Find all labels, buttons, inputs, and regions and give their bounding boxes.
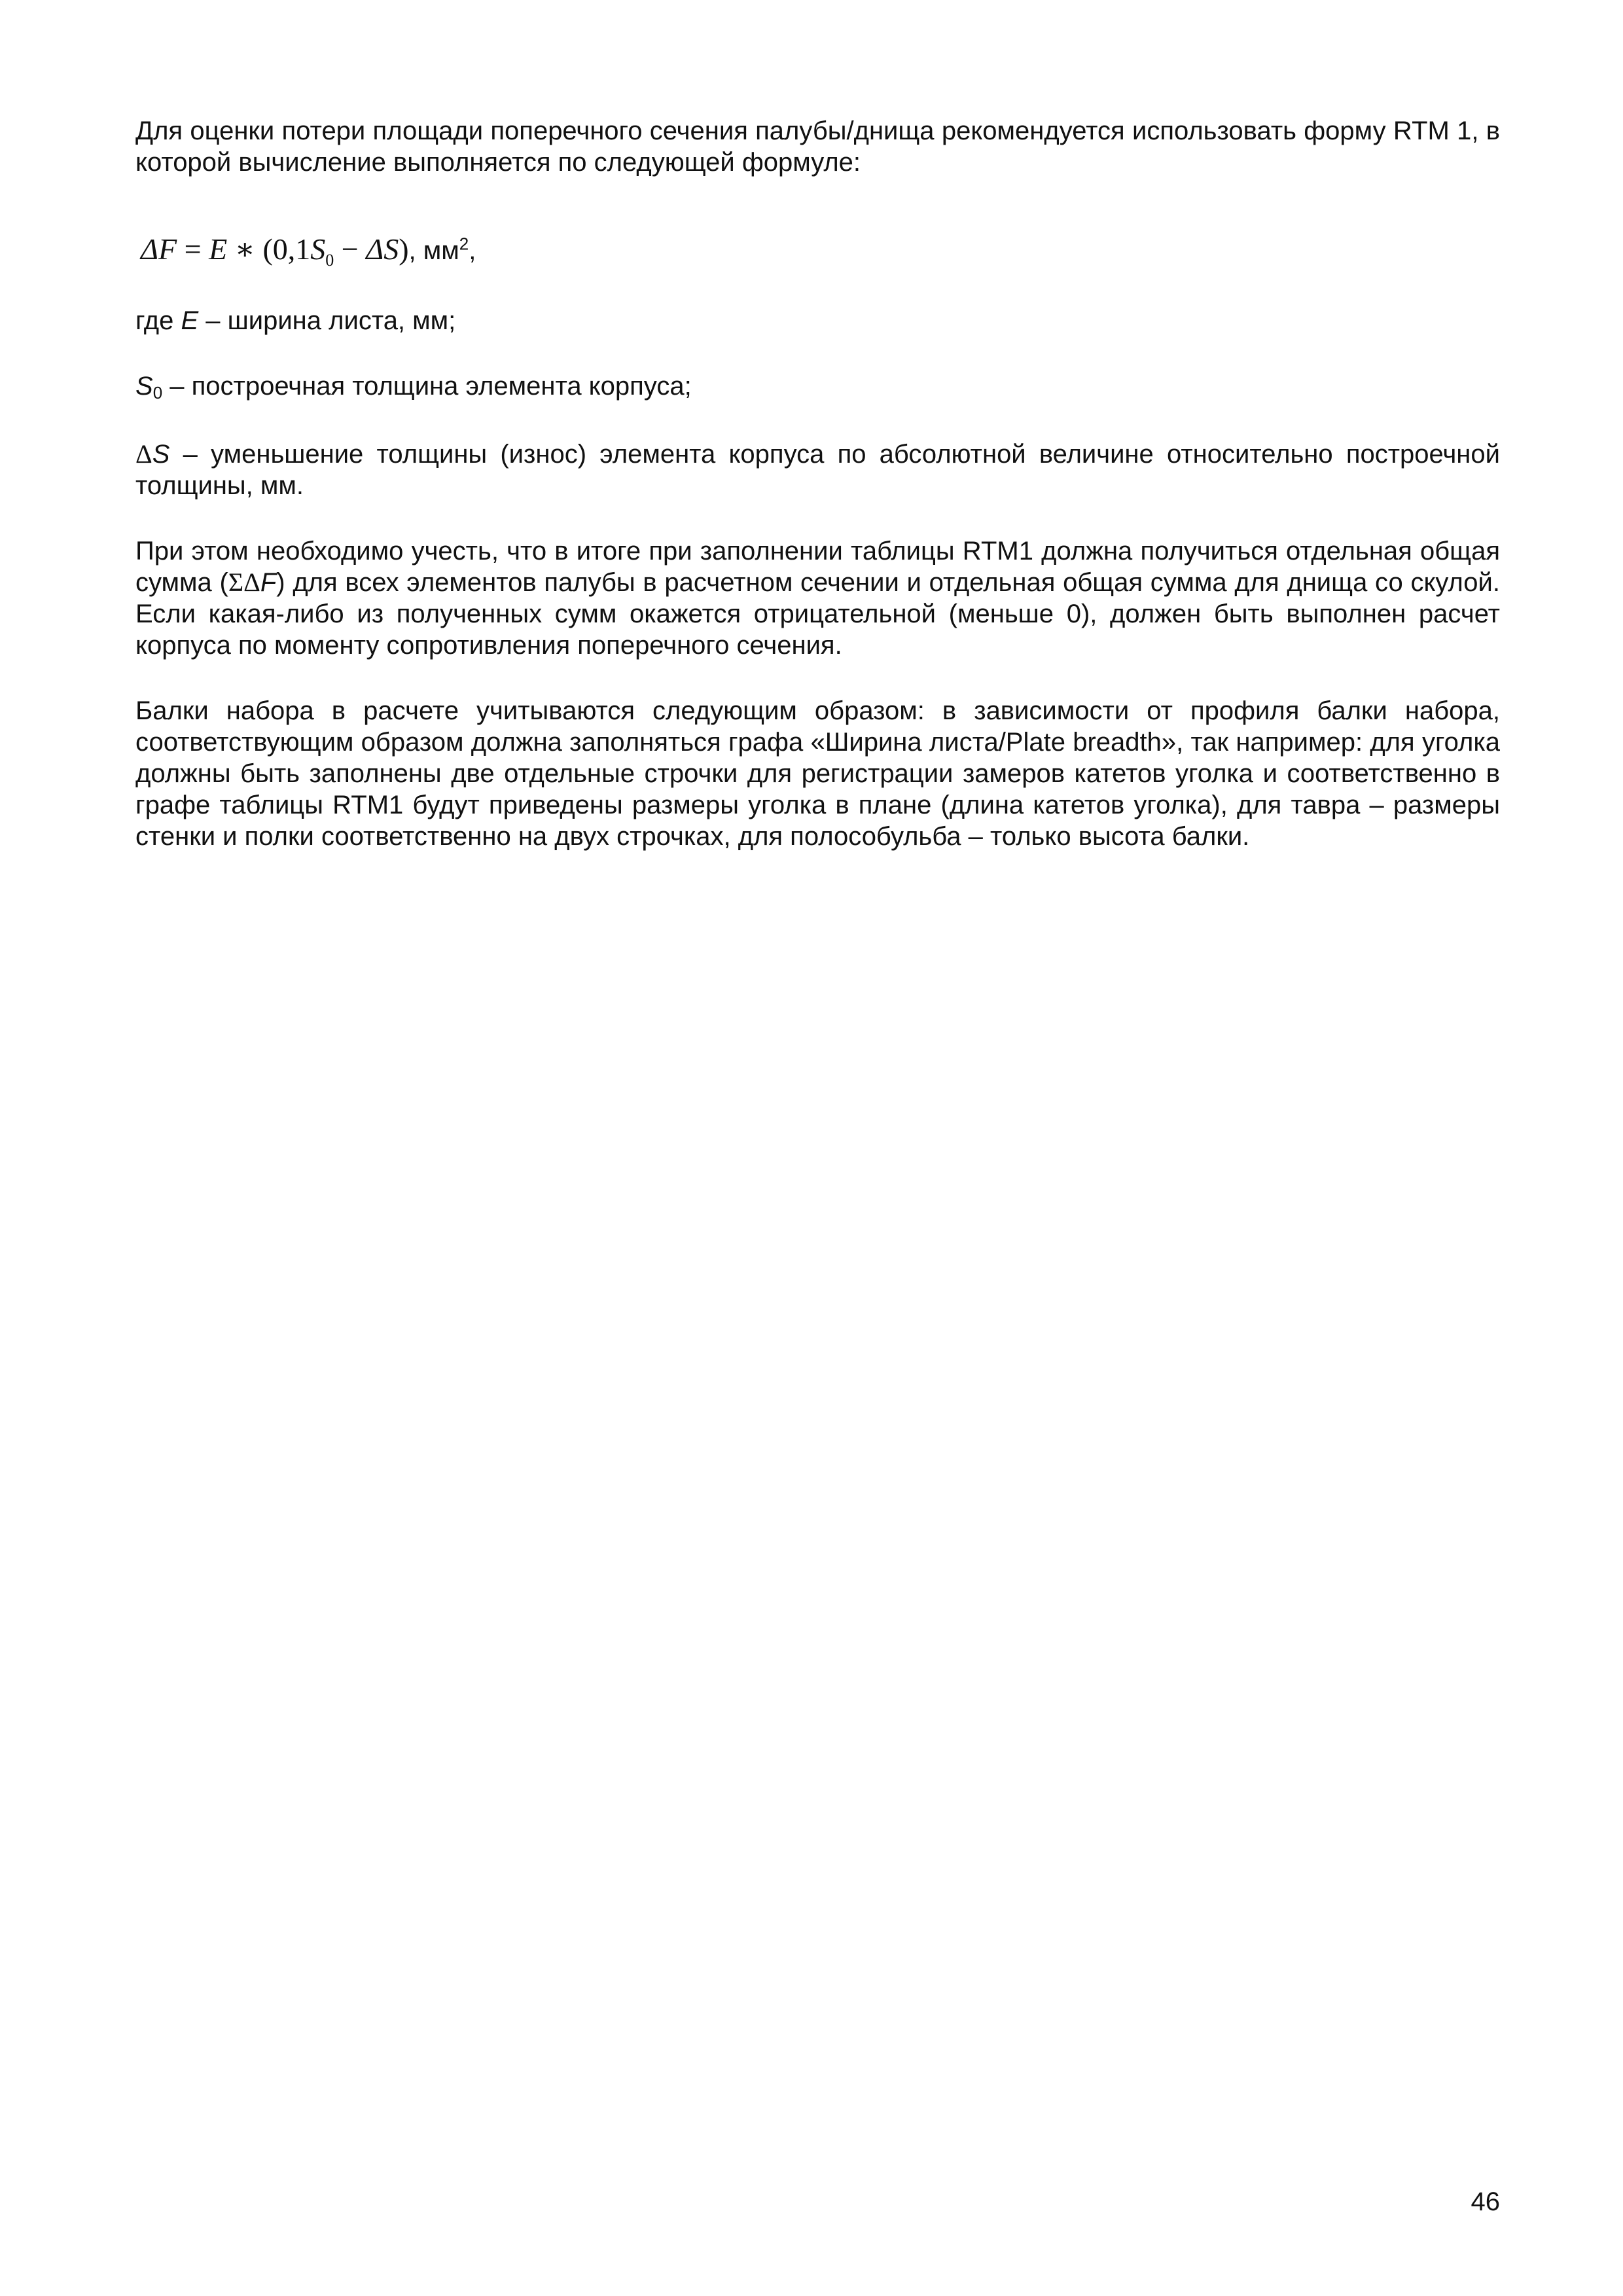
- definition-delta-s: ΔS – уменьшение толщины (износ) элемента корпуса по абсолютной величине относительно построечной толщины, мм.: [135, 439, 1500, 500]
- beams-paragraph: Балки набора в расчете учитываются следующим образом: в зависимости от профиля балки набора, соответствующим образом должна заполняться графа «Ширина листа/Plate breadth», так например: для уголка должны быть заполнены две отдельные строчки для регистрации замеров катетов уголка и соответственно в графе таблицы RTM1 будут приведены размеры уголка в плане (длина катетов уголка), для тавра – размеры стенки и полки соответственно на двух строчках, для полособульба – только высота балки.: [135, 696, 1500, 851]
- formula-unit-exponent: 2: [459, 234, 469, 254]
- formula-unit: , мм: [408, 236, 459, 265]
- area-loss-formula: ΔF = E ∗ $(0,1S_0 - \Delta S)$, $мм^2$,: [141, 232, 476, 270]
- document-body: [135, 115, 1500, 852]
- page-number: 46: [1471, 2187, 1500, 2216]
- intro-paragraph: Для оценки потери площади поперечного сечения палубы/днища рекомендуется использовать форму RTM 1, в которой вычисление выполняется по следующей формуле:: [135, 117, 1500, 177]
- definition-s0: S0 – построечная толщина элемента корпуса;: [135, 372, 692, 403]
- sum-paragraph: При этом необходимо учесть, что в итоге при заполнении таблицы RTM1 должна получиться отдельная общая сумма (ΣΔF) для всех элементов палубы в расчетном сечении и отдельная общая сумма для днища со скулой. Если какая-либо из полученных сумм окажется отрицательной (меньше 0), должен быть выполнен расчет корпуса по моменту сопротивления поперечного сечения.: [135, 537, 1501, 660]
- formula-math: ΔF = E ∗ $(0,1S_0 - \Delta S)$: [141, 232, 409, 270]
- definition-e: где E – ширина листа, мм;: [135, 306, 456, 335]
